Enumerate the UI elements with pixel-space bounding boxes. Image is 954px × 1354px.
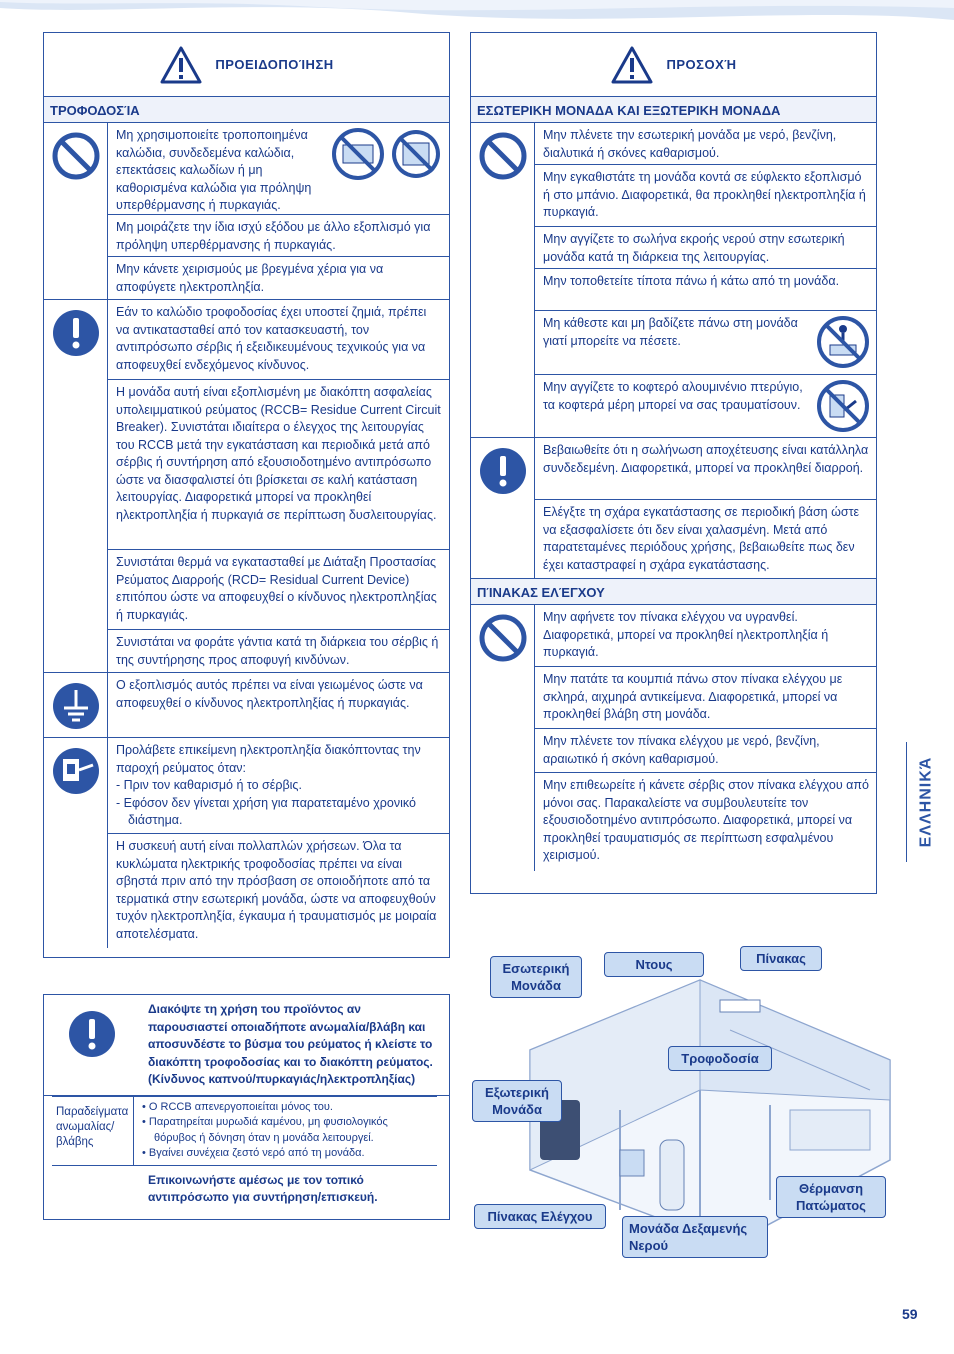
section-power-supply: ΤΡΟΦΟΔΟΣΊΑ bbox=[44, 97, 449, 123]
list-item: Συνιστάται να φοράτε γάντια κατά τη διάρκεια του σέρβις ή της συντήρησης προς αποφυγή κινδύνων. bbox=[116, 635, 439, 667]
list-item: Εάν το καλώδιο τροφοδοσίας έχει υποστεί ζημιά, πρέπει να αντικατασταθεί από τον κατασκευαστή, τον αντιπρόσωπο σέρβις ή εξειδικευμένους τεχνικούς για να αποφευχθεί ενδεχόμενος κίνδυνος. bbox=[108, 300, 449, 380]
list-item: Μην πλένετε τον πίνακα ελέγχου με νερό, βενζίνη, αραιωτικό ή σκόνη καθαρισμού. bbox=[535, 729, 876, 773]
no-modified-cord-icon bbox=[331, 127, 385, 181]
abnormality-examples-label: Παραδείγματα ανωμαλίας/ βλάβης bbox=[52, 1097, 134, 1165]
label-shower: Ντους bbox=[604, 952, 704, 977]
caution-group-control-panel bbox=[471, 605, 876, 871]
caution-triangle-icon bbox=[610, 45, 654, 85]
label-control-panel: Πίνακας Ελέγχου bbox=[474, 1204, 606, 1229]
label-water-tank-unit: Μονάδα Δεξαμενής Νερού bbox=[622, 1216, 768, 1258]
bullet-item: • Ο RCCB απενεργοποιείται μόνος του. bbox=[142, 1100, 333, 1113]
list-item: Μην πατάτε τα κουμπιά πάνω στον πίνακα ελέγχου με σκληρά, αιχμηρά αντικείμενα. Διαφορετικά, μπορεί να προκληθεί βλάβη στη μονάδα. bbox=[535, 667, 876, 729]
warning-group-prohibit bbox=[44, 123, 449, 300]
bullet-item: - Εφόσον δεν γίνεται χρήση για παρατεταμένο χρονικό διάστημα. bbox=[116, 795, 416, 827]
caution-title: ΠΡΟΣΟΧΉ bbox=[666, 57, 737, 72]
label-indoor-unit: Εσωτερική Μονάδα bbox=[490, 956, 582, 998]
list-item: Μη χρησιμοποιείτε τροποποιημένα καλώδια, συνδεδεμένα καλώδια, επεκτάσεις καλωδίων ή μη καθορισμένα καλώδια για πρόληψη υπερθέρμανσης ή πυρκαγιάς. bbox=[108, 123, 449, 215]
list-item: Μην πλένετε την εσωτερική μονάδα με νερό, βενζίνη, διαλυτικά ή σκόνες καθαρισμού. bbox=[535, 123, 876, 165]
list-item: Μην τοποθετείτε τίποτα πάνω ή κάτω από τη μονάδα. bbox=[535, 269, 876, 311]
list-item: Συνιστάται θερμά να εγκατασταθεί με Διάταξη Προστασίας Ρεύματος Διαρροής (RCD= Residual Current Device) επιτόπου ώστε να αποφευχθεί ο κίνδυνος ηλεκτροπληξίας ή πυρκαγιάς. bbox=[108, 550, 449, 630]
list-item: Μη κάθεστε και μη βαδίζετε πάνω στη μονάδα γιατί μπορείτε να πέσετε. bbox=[535, 311, 876, 375]
mandatory-icon bbox=[478, 446, 528, 496]
list-item: Μη μοιράζετε την ίδια ισχύ εξόδου με άλλο εξοπλισμό για πρόληψη υπερθέρμανσης ή πυρκαγιάς. bbox=[108, 215, 449, 257]
list-item: Μην αγγίζετε το σωλήνα εκροής νερού στην εσωτερική μονάδα κατά τη διάρκεια της λειτουργίας. bbox=[535, 227, 876, 269]
house-installation-illustration bbox=[470, 940, 920, 1275]
mandatory-icon bbox=[67, 1009, 117, 1059]
language-tab-greek: ΕΛΛΗΝΙΚΆ bbox=[906, 742, 946, 862]
warning-triangle-icon bbox=[159, 45, 203, 85]
list-item: Μην κάνετε χειρισμούς με βρεγμένα χέρια για να αποφύγετε ηλεκτροπληξία. bbox=[116, 262, 384, 294]
no-standing-icon bbox=[816, 315, 870, 369]
list-item: Ελέγξτε τη σχάρα εγκατάστασης σε περιοδική βάση ώστε να εξασφαλίσετε ότι δεν είναι χαλασμένη. Μετά από παρατεταμένες περιόδους χρήσης, βεβαιωθείτε πως δεν έχει καταστραφεί η σχάρα εγκατάστασης. bbox=[543, 505, 860, 572]
warning-title: ΠΡΟΕΙΔΟΠΟΊΗΣΗ bbox=[215, 57, 334, 72]
list-item: Μην αγγίζετε το κοφτερό αλουμινένιο πτερύγιο, τα κοφτερά μέρη μπορεί να σας τραυματίσουν. bbox=[535, 375, 876, 437]
page-number: 59 bbox=[902, 1306, 918, 1322]
prohibition-icon bbox=[478, 131, 528, 181]
warning-group-power-off bbox=[44, 738, 449, 948]
ground-icon bbox=[51, 681, 101, 731]
label-floor-heating: Θέρμανση Πατώματος bbox=[776, 1176, 886, 1218]
bullet-item: • Παρατηρείται μυρωδιά καμένου, μη φυσιολογικός θόρυβος ή δόνηση όταν η μονάδα λειτουργεί. bbox=[142, 1116, 388, 1144]
list-item: Μην επιθεωρείτε ή κάνετε σέρβις στον πίνακα ελέγχου από μόνοι σας. Παρακαλείστε να συμβουλευτείτε τον εξουσιοδοτημένο αντιπρόσωπο. Διαφορετικά, μπορεί να προκληθεί τραυματισμός σε περίπτωση εσφαλμένου χειρισμού. bbox=[543, 778, 869, 862]
list-item: Προλάβετε επικείμενη ηλεκτροπληξία διακόπτοντας την παροχή ρεύματος όταν: - Πριν τον καθαρισμό ή το σέρβις. - Εφόσον δεν γίνεται χρήση για παρατεταμένο χρονικό διάστημα. bbox=[108, 738, 449, 834]
prohibition-icon bbox=[51, 131, 101, 181]
warning-group-ground bbox=[44, 673, 449, 738]
bullet-item: • Βγαίνει συνέχεια ζεστό νερό από τη μονάδα. bbox=[142, 1147, 365, 1159]
list-item: Ο εξοπλισμός αυτός πρέπει να είναι γειωμένος ώστε να αποφευχθεί ο κίνδυνος ηλεκτροπληξίας ή πυρκαγιάς. bbox=[116, 678, 423, 710]
no-extension-cord-icon bbox=[389, 127, 443, 181]
bullet-item: - Πριν τον καθαρισμό ή το σέρβις. bbox=[116, 778, 302, 792]
section-indoor-outdoor-unit: ΕΣΩΤΕΡΙΚΗ ΜΟΝΑΔΑ ΚΑΙ ΕΞΩΤΕΡΙΚΗ ΜΟΝΑΔΑ bbox=[471, 97, 876, 123]
warning-panel bbox=[43, 32, 450, 958]
mandatory-icon bbox=[51, 308, 101, 358]
list-item: Μην αφήνετε τον πίνακα ελέγχου να υγρανθεί. Διαφορετικά, μπορεί να προκληθεί ηλεκτροπληξία ή πυρκαγιά. bbox=[535, 605, 876, 667]
label-panel: Πίνακας bbox=[740, 946, 822, 971]
caution-header bbox=[471, 33, 876, 97]
list-item: Η συσκευή αυτή είναι πολλαπλών χρήσεων. Όλα τα κυκλώματα ηλεκτρικής τροφοδοσίας πρέπει να είναι σβηστά πριν από την πρόσβαση σε οποιοδήποτε από τα τερματικά στην εσωτερική μονάδα, ώστε να αποφευχθούν τυχόν ηλεκτροπληξία, έγκαυμα ή τραυματισμός με μοιραία αποτελέσματα. bbox=[116, 839, 437, 941]
label-power-supply: Τροφοδοσία bbox=[668, 1046, 772, 1071]
abnormality-notice-panel bbox=[43, 994, 450, 1220]
prohibition-icon bbox=[478, 613, 528, 663]
label-outdoor-unit: Εξωτερική Μονάδα bbox=[472, 1080, 562, 1122]
stop-use-instruction: Διακόψτε τη χρήση του προϊόντος αν παρουσιαστεί οποιαδήποτε ανωμαλία/βλάβη και αποσυνδέστε το βύσμα του ρεύματος ή κλείστε το διακόπτη τροφοδοσίας και το διακόπτη ρεύματος. (Κίνδυνος καπνού/πυρκαγιάς/ηλεκτροπληξίας) bbox=[148, 1002, 433, 1086]
contact-dealer-instruction: Επικοινωνήστε αμέσως με τον τοπικό αντιπρόσωπο για συντήρηση/επισκευή. bbox=[148, 1172, 378, 1204]
list-item: Η μονάδα αυτή είναι εξοπλισμένη με διακόπτη ασφαλείας υπολειμματικού ρεύματος (RCCB= Residue Current Circuit Breaker). Συνιστάται ιδιαίτερα ο έλεγχος της λειτουργίας του RCCB μετά την εγκατάσταση και περιοδικά μετά από σέρβις ή συντήρηση από εξουσιοδοτημένο αντιπρόσωπο ώστε να διασφαλιστεί ότι βρίσκεται σε καλή κατάσταση λειτουργίας. Διαφορετικά μπορεί να προκληθεί ηλεκτροπληξία ή πυρκαγιά σε περίπτωση δυσλειτουργίας. bbox=[108, 380, 449, 550]
power-switch-icon bbox=[51, 746, 101, 796]
list-item: Βεβαιωθείτε ότι η σωλήνωση αποχέτευσης είναι κατάλληλα συνδεδεμένη. Διαφορετικά, μπορεί να προκληθεί διαρροή. bbox=[535, 438, 876, 500]
warning-header bbox=[44, 33, 449, 97]
section-control-panel: ΠΊΝΑΚΑΣ ΕΛΈΓΧΟΥ bbox=[471, 579, 876, 605]
no-touch-fin-icon bbox=[816, 379, 870, 433]
caution-group-prohibit bbox=[471, 123, 876, 438]
list-item: Μην εγκαθιστάτε τη μονάδα κοντά σε εύφλεκτο εξοπλισμό ή στο μπάνιο. Διαφορετικά, θα προκληθεί ηλεκτροπληξία ή πυρκαγιά. bbox=[535, 165, 876, 227]
caution-group-mandatory bbox=[471, 438, 876, 579]
warning-group-mandatory bbox=[44, 300, 449, 673]
caution-panel bbox=[470, 32, 877, 894]
